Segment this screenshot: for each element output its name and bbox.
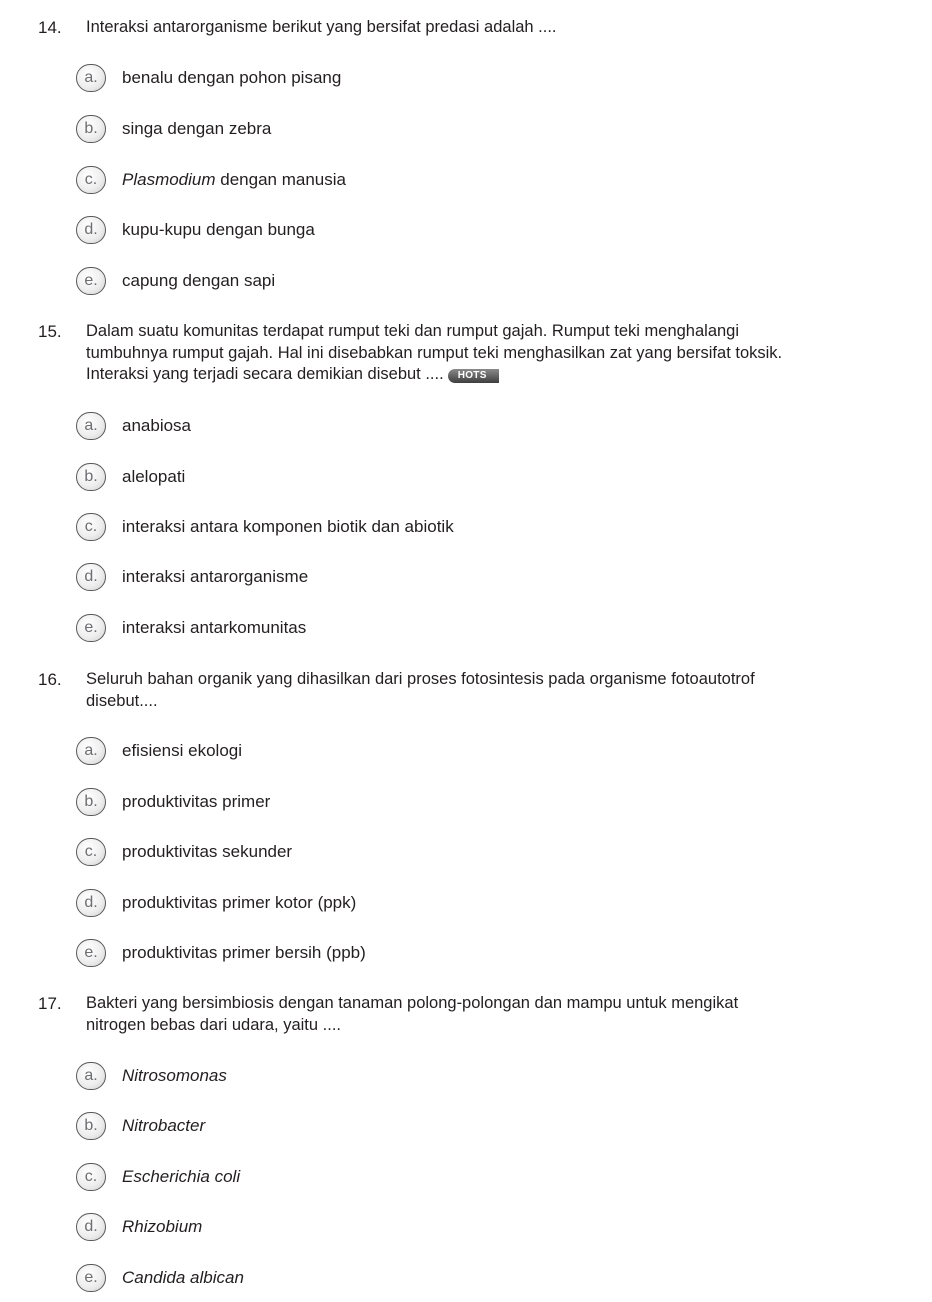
option-text: produktivitas primer <box>122 792 271 811</box>
option-text: interaksi antara komponen biotik dan abiotik <box>122 517 454 536</box>
option-letter-badge: b. <box>76 1112 106 1140</box>
option-text: kupu-kupu dengan bunga <box>122 220 315 239</box>
option-text: alelopati <box>122 467 186 486</box>
option-14-c[interactable] <box>76 166 796 196</box>
option-text-rest: dengan manusia <box>215 170 346 189</box>
option-letter-badge: d. <box>76 1213 106 1241</box>
option-15-d[interactable] <box>76 563 796 593</box>
option-16-c[interactable] <box>76 838 796 868</box>
question-text <box>86 321 791 386</box>
question-number: 15. <box>38 322 62 341</box>
option-17-e[interactable] <box>76 1264 796 1294</box>
option-letter-badge: a. <box>76 1062 106 1090</box>
option-16-a[interactable] <box>76 737 796 767</box>
option-text: Candida albican <box>122 1268 244 1287</box>
option-letter-badge: a. <box>76 737 106 765</box>
option-letter-badge: c. <box>76 1163 106 1191</box>
option-text-italic: Plasmodium <box>122 170 216 189</box>
option-text <box>122 169 346 191</box>
option-15-b[interactable] <box>76 463 796 493</box>
option-16-e[interactable] <box>76 939 796 969</box>
option-text: produktivitas sekunder <box>122 842 293 861</box>
option-letter-badge: e. <box>76 267 106 295</box>
option-14-d[interactable] <box>76 216 796 246</box>
question-text: Seluruh bahan organik yang dihasilkan dari proses fotosintesis pada organisme fotoautotrof disebut.... <box>86 670 755 710</box>
option-16-b[interactable] <box>76 788 796 818</box>
option-text: produktivitas primer kotor (ppk) <box>122 893 357 912</box>
option-letter-badge: d. <box>76 216 106 244</box>
option-14-b[interactable] <box>76 115 796 145</box>
hots-badge: HOTS <box>448 369 499 383</box>
question-number: 16. <box>38 670 62 689</box>
option-letter-badge: a. <box>76 64 106 92</box>
option-16-d[interactable] <box>76 889 796 919</box>
option-letter-badge: c. <box>76 838 106 866</box>
option-17-c[interactable] <box>76 1163 796 1193</box>
option-letter-badge: b. <box>76 115 106 143</box>
question-number: 14. <box>38 18 62 37</box>
option-text: singa dengan zebra <box>122 119 272 138</box>
option-text: produktivitas primer bersih (ppb) <box>122 943 366 962</box>
option-letter-badge: e. <box>76 614 106 642</box>
question-text: Interaksi antarorganisme berikut yang bersifat predasi adalah .... <box>86 18 557 36</box>
option-text: Nitrosomonas <box>122 1066 227 1085</box>
option-17-a[interactable] <box>76 1062 796 1092</box>
option-letter-badge: c. <box>76 166 106 194</box>
option-letter-badge: b. <box>76 463 106 491</box>
option-14-e[interactable] <box>76 267 796 297</box>
option-letter-badge: d. <box>76 889 106 917</box>
option-text: Nitrobacter <box>122 1116 206 1135</box>
option-text: interaksi antarorganisme <box>122 567 309 586</box>
option-letter-badge: b. <box>76 788 106 816</box>
option-letter-badge: d. <box>76 563 106 591</box>
option-17-b[interactable] <box>76 1112 796 1142</box>
option-text: capung dengan sapi <box>122 271 276 290</box>
option-text: Escherichia coli <box>122 1167 241 1186</box>
option-text: benalu dengan pohon pisang <box>122 68 342 87</box>
option-14-a[interactable] <box>76 64 796 94</box>
option-letter-badge: c. <box>76 513 106 541</box>
option-letter-badge: a. <box>76 412 106 440</box>
question-text-body: Dalam suatu komunitas terdapat rumput teki dan rumput gajah. Rumput teki menghalangi tumbuhnya rumput gajah. Hal ini disebabkan rumput teki menghasilkan zat yang bersifat toksik. Interaksi yang terjadi secara demikian disebut .... <box>86 322 783 383</box>
option-text: anabiosa <box>122 416 192 435</box>
question-text: Bakteri yang bersimbiosis dengan tanaman polong-polongan dan mampu untuk mengikat nitrogen bebas dari udara, yaitu .... <box>86 994 739 1034</box>
option-text: efisiensi ekologi <box>122 741 243 760</box>
option-15-a[interactable] <box>76 412 796 442</box>
option-text: Rhizobium <box>122 1217 203 1236</box>
option-17-d[interactable] <box>76 1213 796 1243</box>
option-15-c[interactable] <box>76 513 796 543</box>
option-letter-badge: e. <box>76 1264 106 1292</box>
option-letter-badge: e. <box>76 939 106 967</box>
option-15-e[interactable] <box>76 614 796 644</box>
question-number: 17. <box>38 994 62 1013</box>
option-text: interaksi antarkomunitas <box>122 618 307 637</box>
